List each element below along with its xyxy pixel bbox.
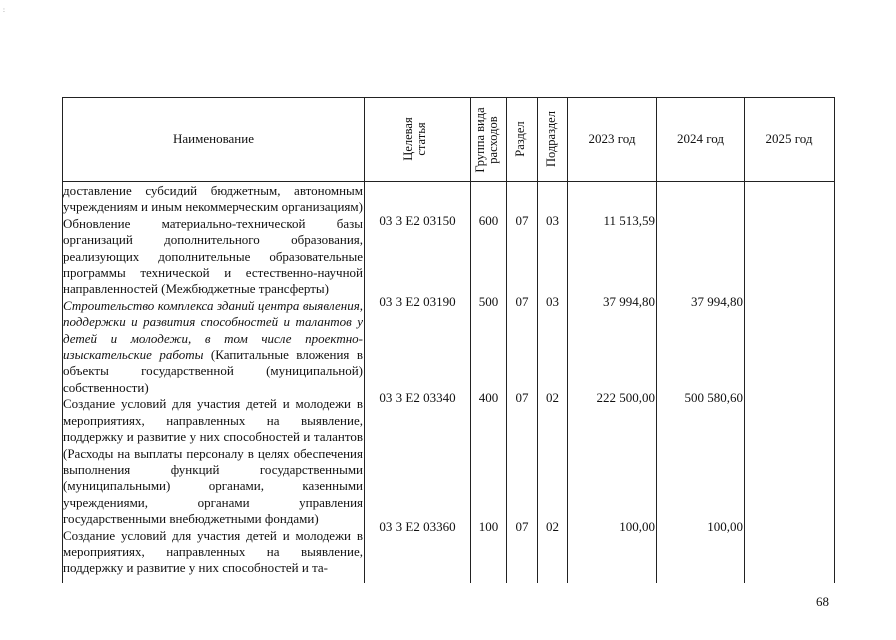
row-name-3 bbox=[63, 298, 363, 396]
row-4-2023: 100,00 bbox=[619, 519, 655, 534]
row-2-code: 03 3 E2 03190 bbox=[379, 294, 456, 309]
row-1-group: 600 bbox=[478, 213, 499, 228]
col-sep-7 bbox=[744, 97, 745, 583]
row-2-2024: 37 994,80 bbox=[691, 294, 743, 309]
col-sep-3 bbox=[506, 97, 507, 583]
row-1-section: 07 bbox=[515, 213, 529, 228]
row-3-subsection: 02 bbox=[546, 390, 559, 405]
row-4-group: 100 bbox=[478, 519, 499, 534]
name-column bbox=[63, 183, 363, 577]
table-top-border bbox=[62, 97, 834, 98]
row-1-2023: 11 513,59 bbox=[603, 213, 655, 228]
row-2-group: 500 bbox=[478, 294, 499, 309]
row-1-subsection: 03 bbox=[546, 213, 559, 228]
col-sep-5 bbox=[567, 97, 568, 583]
row-name-2: Обновление материально-технической базы организаций дополнительного образования, реализующих дополнительные образовательные программы технической и естественно-научной направленностей (Межбюджетные трансферты) bbox=[63, 215, 363, 297]
header-name: Наименование bbox=[173, 131, 254, 146]
row-4-2024: 100,00 bbox=[707, 519, 743, 534]
row-name-5: Создание условий для участия детей и молодежи в мероприятиях, направленных на выявление, поддержку и развитие у них способностей и та- bbox=[63, 527, 363, 576]
header-subsection: Подраздел bbox=[544, 111, 558, 167]
row-name-3-tail: (Капитальные вложения в объекты государственной (муниципальной) собственности) bbox=[63, 347, 363, 395]
row-name-3-italic: Строительство комплекса зданий центра выявления, поддержки и развития способностей и талантов у детей и молодежи, в том числе проектно-изыскательские работы bbox=[63, 297, 363, 363]
scan-mark: : bbox=[3, 6, 5, 14]
header-year-2025: 2025 год bbox=[765, 131, 813, 146]
header-target-article: Целевая статья bbox=[401, 117, 428, 161]
row-3-code: 03 3 E2 03340 bbox=[379, 390, 456, 405]
row-2-2023: 37 994,80 bbox=[603, 294, 655, 309]
row-name-4: Создание условий для участия детей и молодежи в мероприятиях, направленных на выявление, поддержку и развитие у них способностей и талантов (Расходы на выплаты персоналу в целях обеспечения выполнения функций государственными (муниципальными) органами, казенными учреждениями, органами управления государственными внебюджетными фондами) bbox=[63, 396, 363, 527]
header-year-2023: 2023 год bbox=[588, 131, 636, 146]
row-4-section: 07 bbox=[515, 519, 529, 534]
header-expense-group: Группа вида расходов bbox=[473, 107, 500, 173]
header-section: Раздел bbox=[513, 121, 527, 157]
row-4-code: 03 3 E2 03360 bbox=[379, 519, 456, 534]
row-name-1: доставление субсидий бюджетным, автономным учреждениям и иным некоммерческим организациям) bbox=[63, 183, 363, 215]
row-2-subsection: 03 bbox=[546, 294, 559, 309]
row-3-2024: 500 580,60 bbox=[684, 390, 743, 405]
row-3-section: 07 bbox=[515, 390, 529, 405]
row-3-group: 400 bbox=[478, 390, 499, 405]
header-bottom-border bbox=[62, 181, 834, 182]
page-number: 68 bbox=[816, 594, 829, 609]
col-sep-2 bbox=[470, 97, 471, 583]
header-year-2024: 2024 год bbox=[677, 131, 724, 146]
row-2-section: 07 bbox=[515, 294, 529, 309]
col-sep-6 bbox=[656, 97, 657, 583]
row-1-code: 03 3 E2 03150 bbox=[379, 213, 456, 228]
row-4-subsection: 02 bbox=[546, 519, 559, 534]
col-sep-1 bbox=[364, 97, 365, 583]
col-sep-4 bbox=[537, 97, 538, 583]
row-3-2023: 222 500,00 bbox=[596, 390, 655, 405]
